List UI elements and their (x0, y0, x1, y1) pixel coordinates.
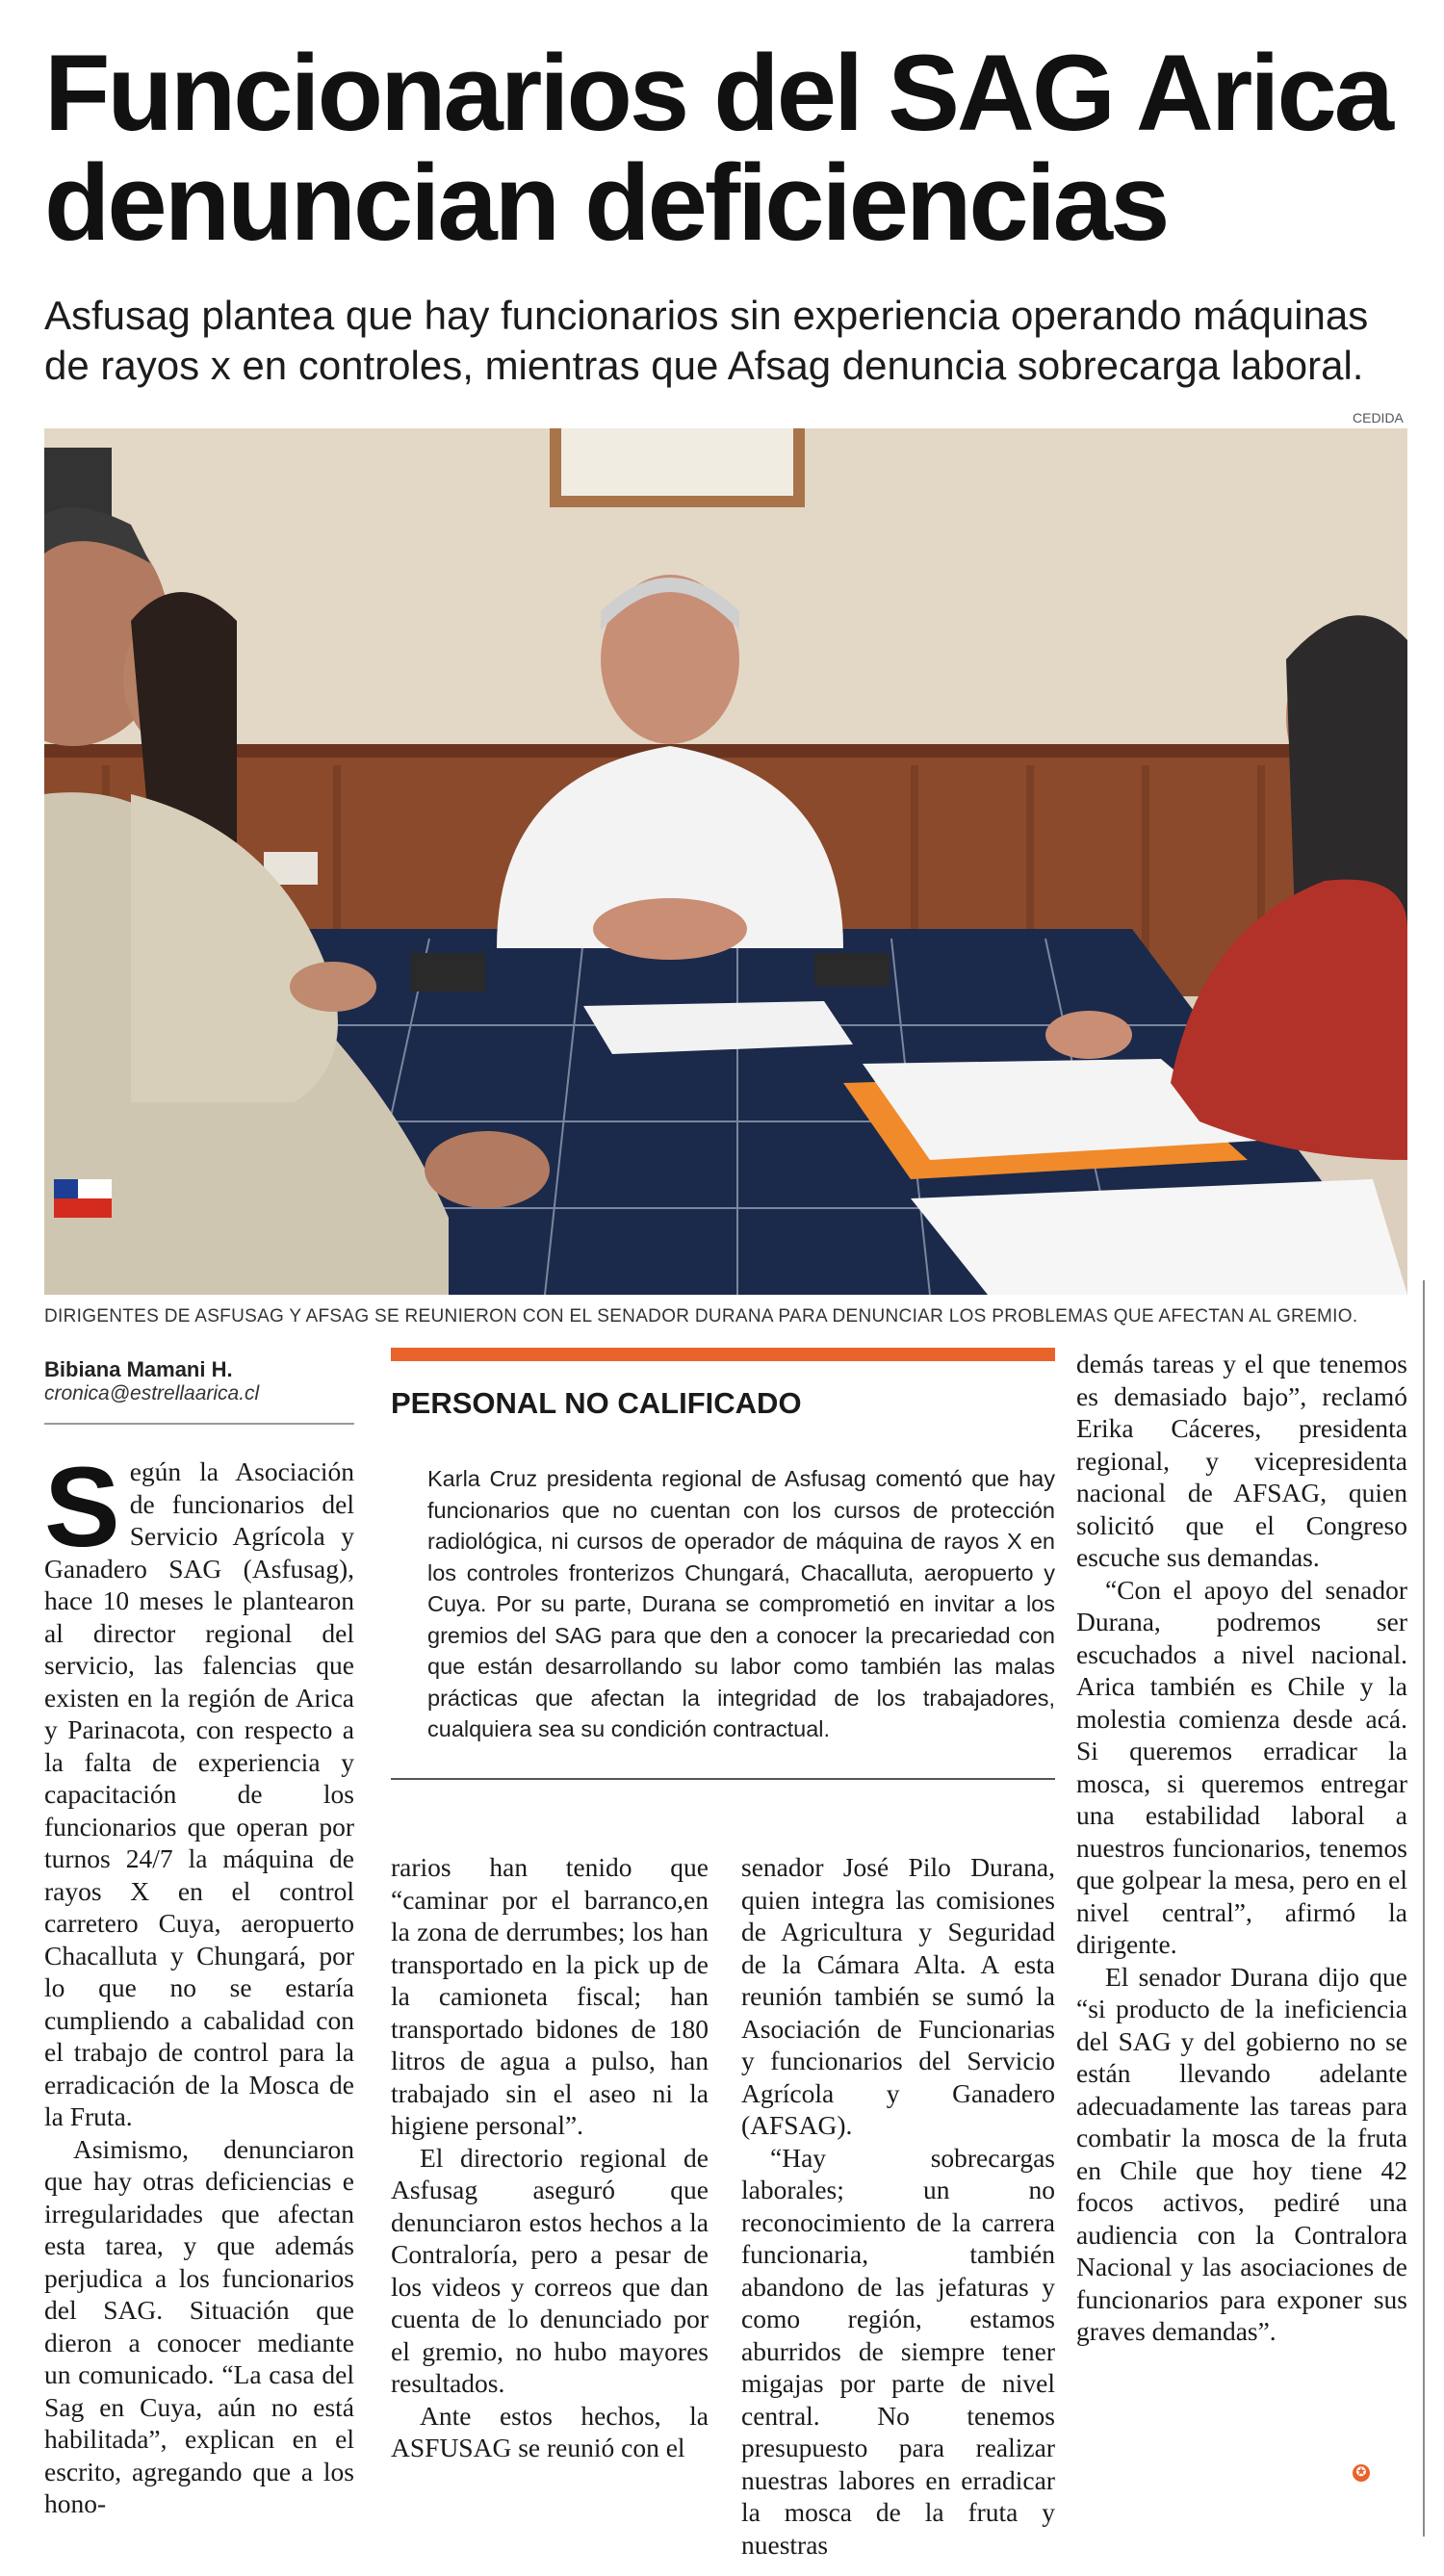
article-paragraph: “Con el apoyo del senador Durana, podremos ser escuchados a nivel nacional. Arica también es Chile y la molestia comienza desde acá. Si queremos erradicar la mosca, si queremos entregar una estabilidad laboral a nuestros funcionarios, tenemos que golpear la mesa, pero en el nivel central”, afirmó la dirigente. (1076, 1574, 1407, 1959)
article-column-4 (1076, 1348, 1407, 2348)
headline (44, 33, 1411, 263)
article-end-icon: ✪ (1353, 2464, 1370, 2482)
drop-cap: S (44, 1444, 120, 1571)
article-paragraph: rarios han tenido que “caminar por el barranco,en la zona de derrumbes; los han transportado en la pick up de la camioneta fiscal; han transportado bidones de 180 litros de agua a pulso, han trabajado sin el aseo ni la higiene personal”. (391, 1852, 709, 2140)
paragraph-text: egún la Asociación de funcionarios del Servicio Agrícola y Ganadero SAG (Asfusag), hace 10 meses le plantearon al director regional del servicio, las falencias que existen en la región de Arica y Parinacota, con respecto a la falta de experiencia y capacitación de los funcionarios que operan por turnos 24/7 la máquina de rayos X en el control carretero Cuya, aeropuerto Chacalluta y Chungará, por lo que no se estaría cumpliendo a cabalidad con el trabajo de control para la erradicación de la Mosca de la Fruta. (44, 1456, 354, 2131)
article-column-3 (741, 1851, 1055, 2561)
sidebar-accent-bar (391, 1348, 1055, 1361)
article-paragraph: “Hay sobrecargas laborales; un no reconocimiento de la carrera funcionaria, también abandono de las jefaturas y como región, estamos aburridos de siempre tener migajas por parte de nivel central. No tenemos presupuesto para realizar nuestras labores en erradicar la mosca de la fruta y nuestras (741, 2142, 1055, 2560)
sidebar-divider (391, 1778, 1055, 1780)
article-paragraph (44, 1444, 354, 2133)
subheadline: Asfusag plantea que hay funcionarios sin experiencia operando máquinas de rayos x en controles, mientras que Afsag denuncia sobrecarga laboral. (44, 293, 1369, 388)
photo-caption: DIRIGENTES DE ASFUSAG Y AFSAG SE REUNIERON CON EL SENADOR DURANA PARA DENUNCIAR LOS PROBLEMAS QUE AFECTAN AL GREMIO. (44, 1306, 1358, 1327)
page-margin-rule (1423, 1280, 1425, 2537)
article-paragraph: El senador Durana dijo que “si producto de la ineficiencia del SAG y del gobierno no se están llevando adelante adecuadamente las tareas para combatir la mosca de la fruta en Chile que hoy tiene 42 focos activos, pediré una audiencia con la Contralora Nacional y las asociaciones de funcionarios para exponer sus graves demandas”. (1076, 1961, 1407, 2346)
article-paragraph: El directorio regional de Asfusag aseguró que denunciaron estos hechos a la Contraloría, pero a pesar de los videos y correos que dan cuenta de lo denunciado por el gremio, no hubo mayores resultados. (391, 2142, 709, 2398)
article-paragraph: Ante estos hechos, la ASFUSAG se reunió con el (391, 2400, 709, 2462)
photo-credit: CEDIDA (1353, 410, 1404, 425)
headline-line-2: denuncian deficiencias (44, 142, 1168, 263)
article-paragraph: demás tareas y el que tenemos es demasiado bajo”, reclamó Erika Cáceres, presidenta regional, y vicepresidenta nacional de AFSAG, quien solicitó que el Congreso escuche sus demandas. (1076, 1349, 1407, 1572)
article-column-2 (391, 1851, 709, 2464)
article-column-1 (44, 1444, 354, 2520)
byline-email[interactable]: cronica@estrellaarica.cl (44, 1382, 260, 1404)
sidebar-body: Karla Cruz presidenta regional de Asfusag comentó que hay funcionarios que no cuentan con los cursos de protección radiológica, ni cursos de operador de máquina de rayos X en los controles fronterizos Chungará, Chacalluta, aeropuerto y Cuya. Por su parte, Durana se comprometió en invitar a los gremios del SAG para que den a conocer la precariedad con que están desarrollando su labor como también las malas prácticas que afectan la integridad de los trabajadores, cualquiera sea su condición contractual. (427, 1466, 1055, 1741)
article-paragraph: senador José Pilo Durana, quien integra las comisiones de Agricultura y Seguridad de la Cámara Alta. A esta reunión también se sumó la Asociación de Funcionarias y funcionarios del Servicio Agrícola y Ganadero (AFSAG). (741, 1852, 1055, 2140)
byline-divider (44, 1423, 354, 1425)
headline-line-1: Funcionarios del SAG Arica (44, 33, 1392, 153)
article-paragraph: Asimismo, denunciaron que hay otras deficiencias e irregularidades que afectan esta tarea, y que además perjudica a los funcionarios del SAG. Situación que dieron a conocer mediante un comunicado. “La casa del Sag en Cuya, aún no está habilitada”, explican en el escrito, agregando que a los hono- (44, 2133, 354, 2518)
article-photo (44, 428, 1407, 1295)
meeting-photo-illustration (44, 428, 1407, 1295)
sidebar-title: PERSONAL NO CALIFICADO (391, 1386, 802, 1420)
byline-author: Bibiana Mamani H. (44, 1357, 233, 1381)
